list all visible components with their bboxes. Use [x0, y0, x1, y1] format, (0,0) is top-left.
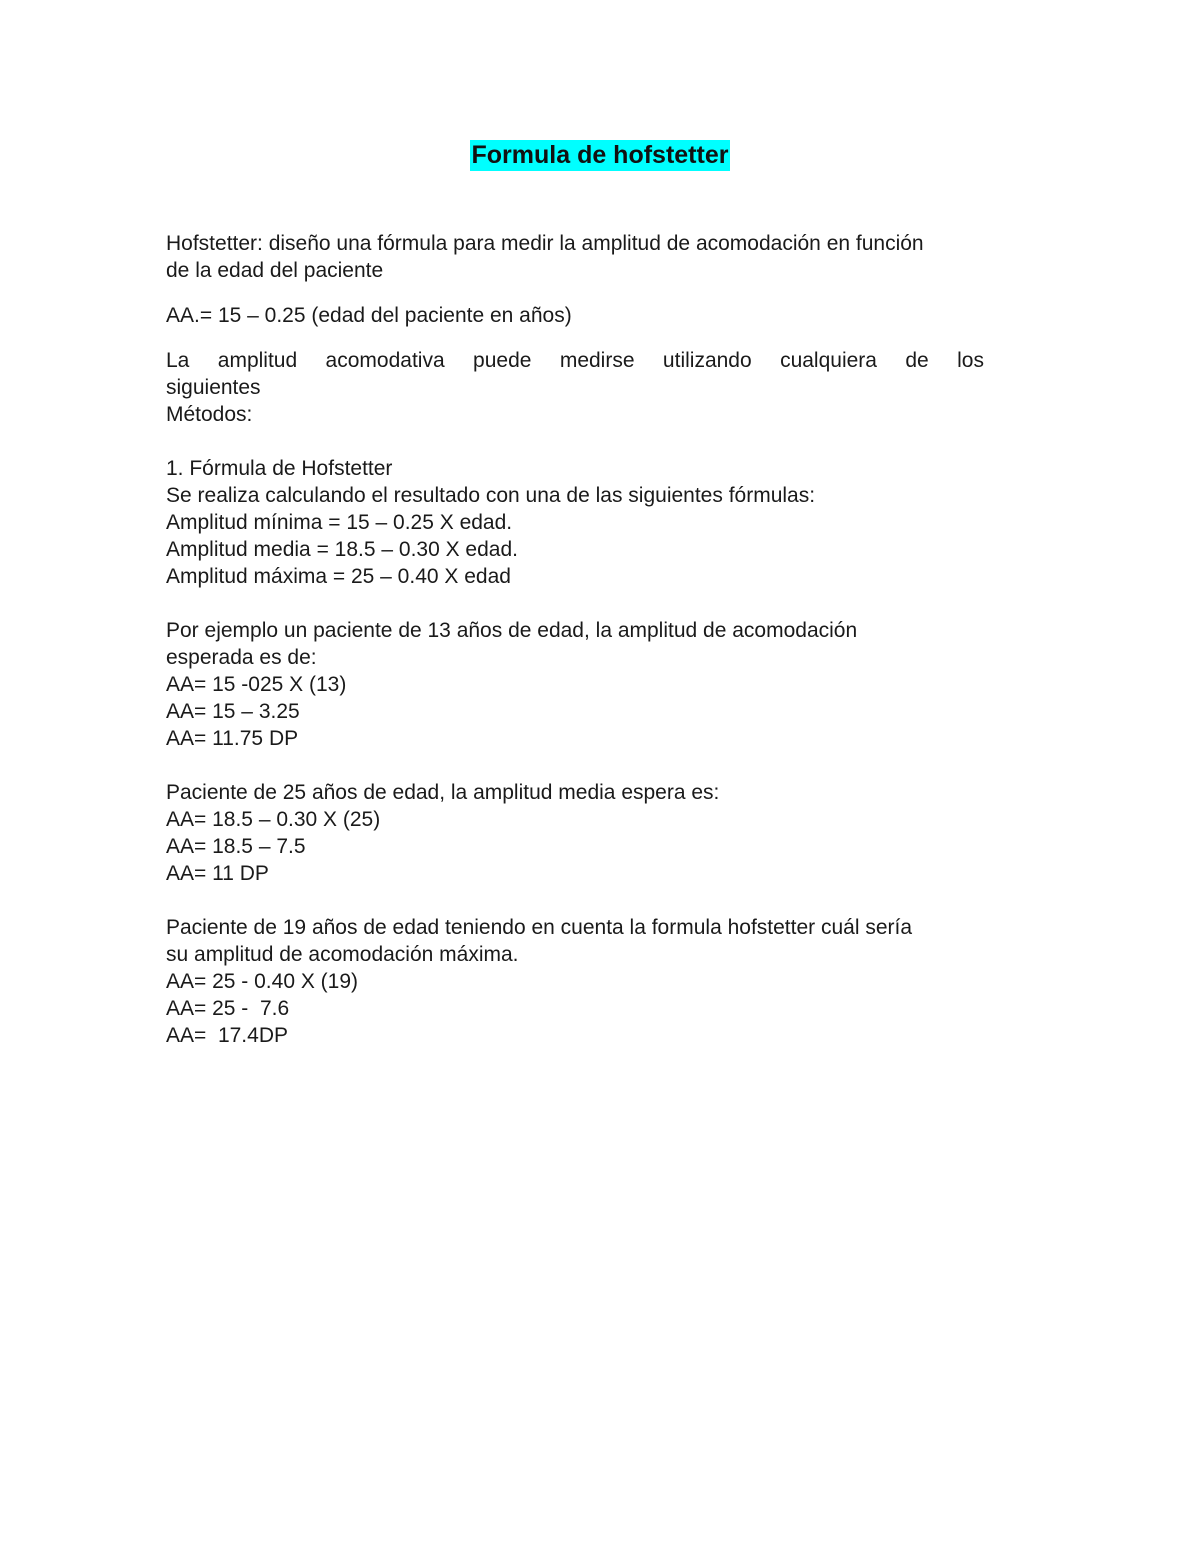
method-1-line: Se realiza calculando el resultado con una de las siguientes fórmulas:: [166, 484, 816, 507]
intro-line: Hofstetter: diseño una fórmula para medir la amplitud de acomodación en función: [166, 232, 924, 255]
example-3-line: AA= 25 - 7.6: [166, 997, 290, 1020]
methods-intro-line: Métodos:: [166, 403, 253, 426]
example-1-line: esperada es de:: [166, 646, 317, 669]
example-2-section: [166, 779, 986, 887]
document-body: [166, 230, 986, 1049]
intro-line: de la edad del paciente: [166, 259, 384, 282]
main-formula: AA.= 15 – 0.25 (edad del paciente en años): [166, 304, 572, 327]
example-2-line: Paciente de 25 años de edad, la amplitud media espera es:: [166, 781, 720, 804]
method-1-heading: 1. Fórmula de Hofstetter: [166, 457, 393, 480]
example-1-section: [166, 617, 986, 752]
example-3-line: AA= 25 - 0.40 X (19): [166, 970, 359, 993]
example-2-line: AA= 18.5 – 0.30 X (25): [166, 808, 381, 831]
document-title: Formula de hofstetter: [471, 141, 729, 169]
method-1-section: [166, 455, 986, 590]
method-1-line: Amplitud media = 18.5 – 0.30 X edad.: [166, 538, 518, 561]
example-1-line: AA= 15 -025 X (13): [166, 673, 347, 696]
methods-intro-line: siguientes: [166, 376, 261, 399]
example-2-line: AA= 18.5 – 7.5: [166, 835, 306, 858]
example-3-line: Paciente de 19 años de edad teniendo en cuenta la formula hofstetter cuál sería: [166, 916, 913, 939]
title-container: [0, 140, 1200, 171]
example-1-line: Por ejemplo un paciente de 13 años de edad, la amplitud de acomodación: [166, 619, 858, 642]
methods-intro-justified-line: La amplitud acomodativa puede medirse utilizando cualquiera de los: [166, 349, 984, 372]
method-1-line: Amplitud máxima = 25 – 0.40 X edad: [166, 565, 511, 588]
example-1-line: AA= 15 – 3.25: [166, 700, 300, 723]
intro-paragraph: [166, 230, 986, 284]
example-3-section: [166, 914, 986, 1049]
method-1-line: Amplitud mínima = 15 – 0.25 X edad.: [166, 511, 513, 534]
example-3-line: AA= 17.4DP: [166, 1024, 288, 1047]
example-3-line: su amplitud de acomodación máxima.: [166, 943, 519, 966]
methods-intro-paragraph: [166, 347, 986, 428]
example-2-line: AA= 11 DP: [166, 862, 269, 885]
main-formula-paragraph: [166, 302, 986, 329]
example-1-line: AA= 11.75 DP: [166, 727, 299, 750]
